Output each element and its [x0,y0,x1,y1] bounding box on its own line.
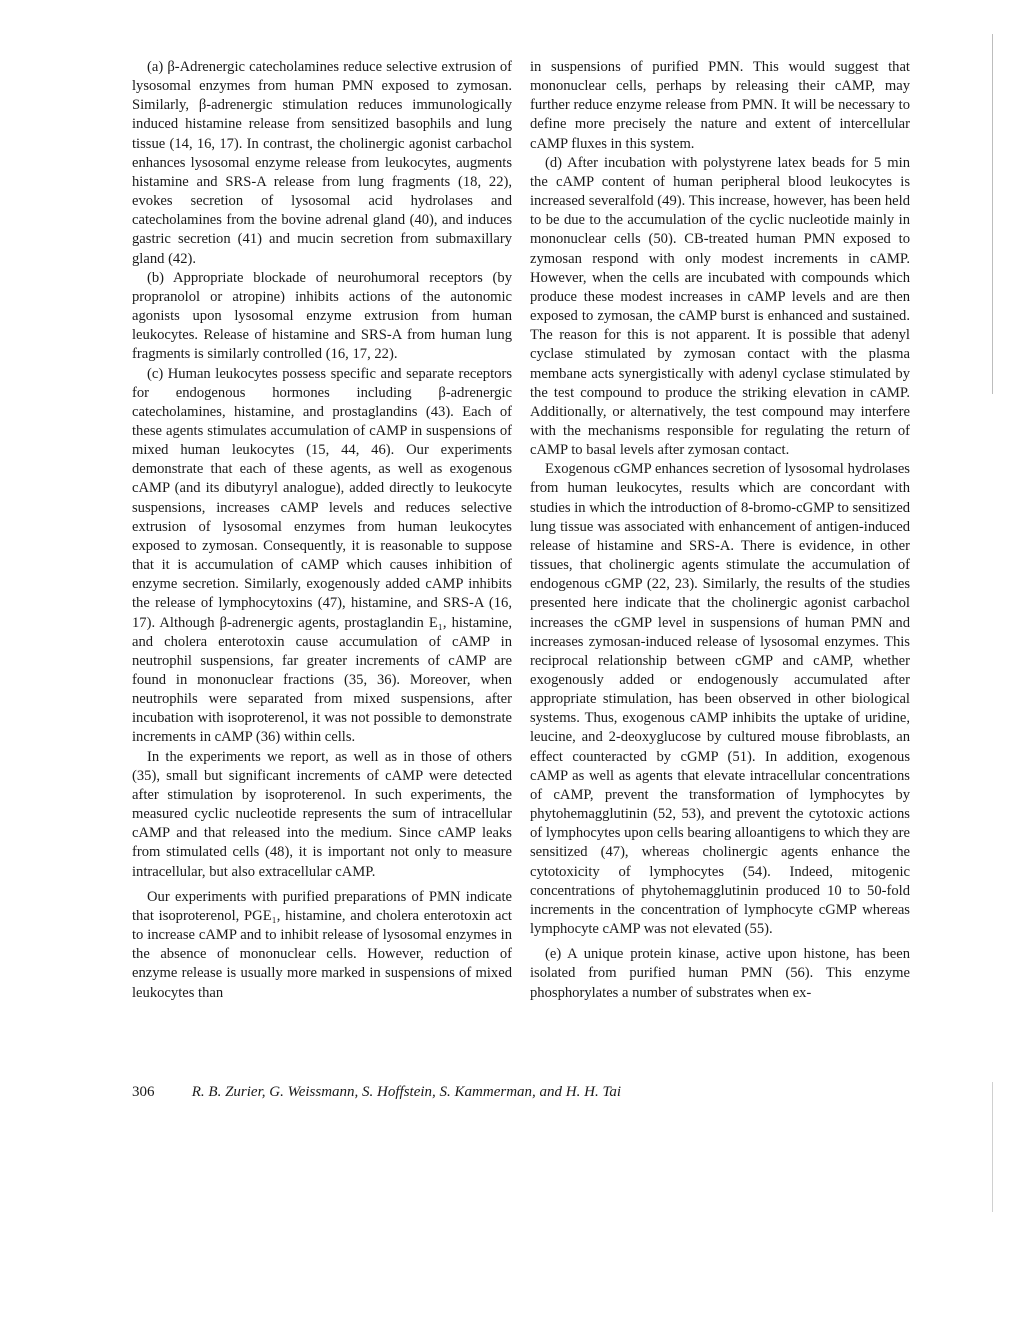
paragraph-purified-pmn: Our experiments with purified preparations of PMN indicate that isoproterenol, PGE₁, histamine, and cholera enterotoxin act to increase cAMP and to inhibit release of lysosomal enzymes in the absence of mononuclear cells. However, reduction of enzyme release is usually more marked in suspensions of mixed leukocytes than [132,888,512,1001]
page-footer [132,1084,932,1101]
paragraph-b: (b) Appropriate blockade of neurohumoral receptors (by propranolol or atropine) inhibits actions of the autonomic agonists upon lysosomal enzyme extrusion from human leukocytes. Release of histamine and SRS-A from human lung fragments is similarly controlled (16, 17, 22). [132,269,512,363]
scan-edge-line-lower [992,1082,993,1212]
paragraph-a: (a) β-Adrenergic catecholamines reduce selective extrusion of lysosomal enzymes from human PMN exposed to zymosan. Similarly, β-adrenergic stimulation reduces immunologically induced histamine release from sensitized basophils and lung tissue (14, 16, 17). In contrast, the cholinergic agonist carbachol enhances lysosomal enzyme release from leukocytes, augments histamine and SRS-A release from lung fragments (18, 22), evokes secretion of lysosomal acid hydrolases and catecholamines from the bovine adrenal gland (40), and induces gastric secretion (41) and mucin secretion from submaxillary gland (42). [132,59,512,267]
paragraph-c: (c) Human leukocytes possess specific and separate receptors for endogenous hormones including β-adrenergic catecholamines, histamine, and prostaglandins (43). Each of these agents stimulates accumulation of cAMP in suspensions of mixed human leukocytes (15, 44, 46). Our experiments demonstrate that each of these agents, as well as exogenous cAMP (and its dibutyryl analogue), added directly to leukocyte suspensions, increases cAMP levels and reduces selective extrusion of lysosomal enzymes from human leukocytes exposed to zymosan. Consequently, it is reasonable to suppose that it is accumulation of cAMP which causes inhibition of enzyme secretion. Similarly, exogenously added cAMP inhibits the release of lymphocytoxins (47), histamine, and SRS-A (16, 17). Although β-adrenergic agents, prostaglandin E₁, histamine, and cholera enterotoxin cause accumulation of cAMP in neutrophil suspensions, far greater increments of cAMP are found in mononuclear fractions (35, 36). Moreover, when neutrophils were separated from mixed suspensions, after incubation with isoproterenol, it was not possible to demonstrate increments in cAMP (36) within cells. [132,365,512,746]
paragraph-cgmp: Exogenous cGMP enhances secretion of lysosomal hydrolases from human leukocytes, results which are concordant with studies in which the introduction of 8-bromo-cGMP to sensitized lung tissue was associated with enhancement of antigen-induced release of histamine and SRS-A. There is evidence, in other tissues, that cholinergic agents stimulate the accumulation of endogenous cGMP (22, 23). Similarly, the results of the studies presented here indicate that the cholinergic agonist carbachol increases the cGMP level in suspensions of human PMN and increases zymosan-induced release of lysosomal enzymes. This reciprocal relationship between cGMP and cAMP, whether exogenously added or endogenously accumulated after appropriate stimulation, has been observed in other biological systems. Thus, exogenous cAMP inhibits the uptake of uridine, leucine, and 2-deoxyglucose by cultured mouse fibroblasts, an effect counteracted by cGMP (51). In addition, exogenous cAMP as well as agents that elevate intracellular concentrations of cAMP, prevent the transformation of lymphocytes by phytohemagglutinin (52, 53), and prevent the cytotoxic actions of lymphocytes upon cells bearing alloantigens to which they are sensitized (47), whereas cholinergic agents enhance the cytotoxicity of lymphocytes (54). Indeed, mitogenic concentrations of phytohemagglutinin produced 10 to 50-fold increments in the concentration of lymphocyte cGMP whereas lymphocyte cAMP was not elevated (55). [530,461,910,938]
paragraph-e: (e) A unique protein kinase, active upon histone, has been isolated from purified human PMN (56). This enzyme phosphorylates a number of substrates when ex- [530,946,910,1001]
running-authors: R. B. Zurier, G. Weissmann, S. Hoffstein, S. Kammerman, and H. H. Tai [191,1084,622,1100]
left-column [132,58,512,1003]
scan-edge-line [992,34,993,394]
paragraph-d: (d) After incubation with polystyrene latex beads for 5 min the cAMP content of human peripheral blood leukocytes is increased severalfold (49). This increase, however, has been held to be due to the accumulation of the cyclic nucleotide mainly in mononuclear cells (50). CB-treated human PMN exposed to zymosan respond with only modest increments in cAMP. However, when the cells are incubated with compounds which produce these modest increases in cAMP levels and are then exposed to zymosan, the cAMP burst is enhanced and sustained. The reason for this is not apparent. It is possible that adenyl cyclase stimulated by zymosan contact with the plasma membane acts synergistically with adenyl cyclase stimulated by the test compound to produce the striking elevation in cAMP. Additionally, or alternatively, the test compound may interfere with the mechanisms responsible for regulating the return of cAMP to basal levels after zymosan contact. [530,154,910,459]
page-number: 306 [132,1084,155,1100]
right-column [530,58,910,1003]
paragraph-experiments: In the experiments we report, as well as in those of others (35), small but significant increments of cAMP were detected after stimulation by isoproterenol. In such experiments, the measured cyclic nucleotide represents the sum of intracellular cAMP and that released into the medium. Since cAMP leaks from stimulated cells (48), it is important not only to measure intracellular, but also extracellular cAMP. [132,748,512,880]
paragraph-continuation: in suspensions of purified PMN. This would suggest that mononuclear cells, perhaps by releasing their cAMP, may further reduce enzyme release from PMN. It will be necessary to define more precisely the nature and extent of intercellular cAMP fluxes in this system. [530,59,910,152]
